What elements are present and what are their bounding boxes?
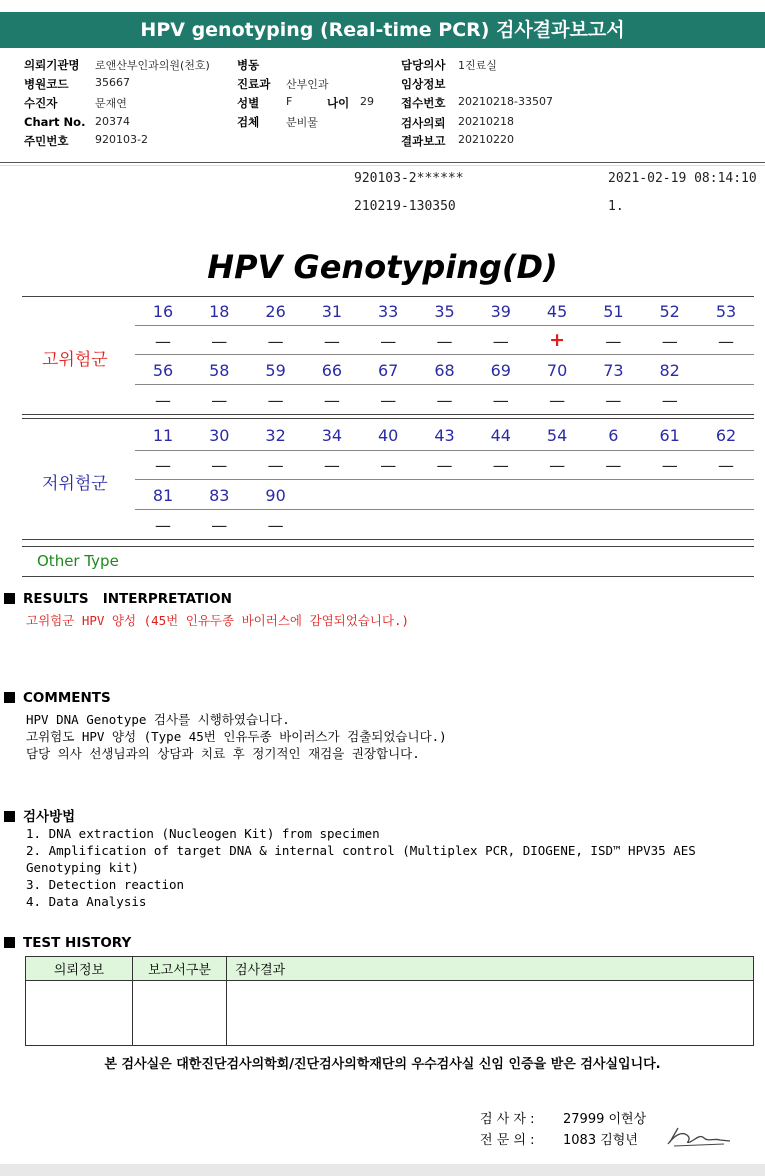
high-risk-type-cell: 33: [378, 302, 399, 321]
divider: [135, 354, 754, 355]
low-risk-result-cell: —: [267, 516, 284, 535]
results-heading: [4, 591, 232, 607]
high-risk-type-cell: 67: [378, 361, 399, 380]
comment-line: HPV DNA Genotype 검사를 시행하였습니다.: [26, 712, 290, 727]
label-hospital-code: 병원코드: [24, 77, 69, 91]
low-risk-type-cell: 90: [265, 486, 286, 505]
high-risk-result-cell: —: [436, 332, 453, 351]
value-receipt-no: 20210218-33507: [458, 95, 553, 108]
divider: [135, 479, 754, 480]
high-risk-result-cell: —: [380, 391, 397, 410]
high-risk-type-cell: 18: [209, 302, 230, 321]
other-type-label: Other Type: [37, 552, 119, 570]
divider: [22, 418, 754, 419]
history-col-report-type: 보고서구분: [133, 957, 227, 981]
results-heading-text: RESULTS INTERPRETATION: [23, 591, 232, 607]
title-bar: [0, 0, 765, 57]
low-risk-result-cell: —: [211, 516, 228, 535]
page-title: HPV Genotyping(D): [207, 248, 558, 286]
meta-sample-no: 210219-130350: [354, 199, 456, 214]
low-risk-result-cell: —: [155, 456, 171, 475]
test-history-table: [25, 956, 754, 1046]
low-risk-result-cell: —: [492, 456, 509, 475]
low-risk-type-cell: 44: [490, 426, 511, 445]
history-col-result: 검사결과: [227, 957, 754, 981]
high-risk-result-cell: —: [323, 391, 340, 410]
value-sex: F: [286, 95, 293, 108]
method-line: 2. Amplification of target DNA & internal control (Multiplex PCR, DIOGENE, ISD™ HPV35 AES: [26, 843, 696, 858]
bullet-square-icon: [4, 937, 15, 948]
low-risk-result-cell: —: [211, 456, 228, 475]
high-risk-result-cell: —: [380, 332, 397, 351]
label-requesting-org: 의뢰기관명: [24, 58, 80, 72]
high-risk-result-cell: —: [155, 332, 171, 351]
method-heading: [4, 805, 75, 825]
label-doctor: 담당의사: [401, 58, 446, 72]
signature-image: [664, 1122, 734, 1150]
high-risk-result-cell: —: [605, 332, 622, 351]
low-risk-type-cell: 62: [715, 426, 737, 445]
high-risk-result-cell: +: [549, 329, 566, 351]
label-age: 나이: [327, 96, 350, 110]
high-risk-result-cell: —: [436, 391, 453, 410]
low-risk-result-cell: —: [718, 456, 734, 475]
high-risk-type-cell: 73: [603, 361, 624, 380]
high-risk-type-cell: 66: [321, 361, 343, 380]
label-clinical-info: 임상정보: [401, 77, 446, 91]
divider: [22, 576, 754, 577]
label-chart-no: Chart No.: [24, 115, 86, 129]
high-risk-result-cell: —: [323, 332, 340, 351]
high-risk-result-cell: —: [661, 332, 678, 351]
high-risk-result-cell: —: [267, 391, 284, 410]
high-risk-result-cell: —: [661, 391, 678, 410]
meta-seq: 1.: [608, 199, 624, 214]
low-risk-type-cell: 32: [265, 426, 286, 445]
comments-heading-text: COMMENTS: [23, 690, 111, 706]
high-risk-type-cell: 45: [546, 302, 568, 321]
high-risk-type-cell: 52: [659, 302, 680, 321]
method-line: Genotyping kit): [26, 860, 139, 875]
divider: [22, 296, 754, 297]
divider: [135, 509, 754, 510]
value-request-date: 20210218: [458, 115, 514, 128]
history-cell: [227, 981, 754, 1046]
history-heading-text: TEST HISTORY: [23, 935, 132, 951]
specialist-label: 전 문 의 :: [480, 1133, 535, 1148]
comment-line: 담당 의사 선생님과의 상담과 치료 후 정기적인 재검을 권장합니다.: [26, 746, 420, 761]
bullet-square-icon: [4, 692, 15, 703]
method-line: 1. DNA extraction (Nucleogen Kit) from specimen: [26, 826, 380, 841]
high-risk-type-cell: 51: [603, 302, 624, 321]
low-risk-type-cell: 11: [152, 426, 174, 445]
label-ward: 병동: [237, 58, 260, 72]
label-receipt-no: 접수번호: [401, 96, 446, 110]
history-cell: [26, 981, 133, 1046]
high-risk-result-cell: —: [492, 332, 509, 351]
high-risk-type-cell: 35: [434, 302, 455, 321]
high-risk-result-cell: —: [718, 332, 734, 351]
value-hospital-code: 35667: [95, 76, 130, 89]
comments-heading: [4, 690, 111, 706]
low-risk-result-cell: —: [605, 456, 622, 475]
meta-datetime: 2021-02-19 08:14:10: [608, 171, 757, 186]
value-department: 산부인과: [286, 78, 329, 91]
low-risk-type-cell: 83: [209, 486, 230, 505]
divider: [135, 384, 754, 385]
low-risk-type-cell: 34: [321, 426, 343, 445]
high-risk-result-cell: —: [211, 332, 228, 351]
label-specimen: 검체: [237, 115, 260, 129]
label-report-date: 결과보고: [401, 134, 446, 148]
high-risk-type-cell: 59: [265, 361, 286, 380]
low-risk-result-cell: —: [436, 456, 453, 475]
high-risk-type-cell: 68: [434, 361, 455, 380]
bottom-bar: [0, 1164, 765, 1176]
history-col-request-info: 의뢰정보: [26, 957, 133, 981]
low-risk-type-cell: 40: [378, 426, 399, 445]
examiner-value: 27999 이현상: [563, 1112, 647, 1127]
low-risk-result-cell: —: [549, 456, 566, 475]
label-resident-no: 주민번호: [24, 134, 69, 148]
divider: [0, 162, 765, 163]
high-risk-type-cell: 26: [265, 302, 286, 321]
value-requesting-org: 로앤산부인과의원(천호): [95, 59, 210, 72]
low-risk-result-cell: —: [380, 456, 397, 475]
divider: [22, 546, 754, 547]
value-resident-no: 920103-2: [95, 133, 148, 146]
high-risk-type-cell: 31: [321, 302, 343, 321]
value-chart-no: 20374: [95, 115, 130, 128]
high-risk-type-cell: 70: [546, 361, 568, 380]
value-report-date: 20210220: [458, 133, 514, 146]
divider: [22, 539, 754, 540]
high-risk-result-cell: —: [267, 332, 284, 351]
certification-footer: 본 검사실은 대한진단검사의학회/진단검사의학재단의 우수검사실 신임 인증을 받은 검사실입니다.: [104, 1057, 661, 1072]
low-risk-type-cell: 61: [659, 426, 680, 445]
low-risk-label: 저위험군: [42, 474, 108, 494]
method-heading-text: 검사방법: [23, 809, 76, 825]
low-risk-result-cell: —: [155, 516, 171, 535]
patient-info: [0, 57, 765, 162]
meta-id: 920103-2******: [354, 171, 464, 186]
low-risk-type-cell: 54: [546, 426, 568, 445]
low-risk-type-cell: 6: [608, 426, 619, 445]
label-department: 진료과: [237, 77, 271, 91]
high-risk-label: 고위험군: [42, 350, 108, 370]
label-sex: 성별: [237, 96, 260, 110]
value-age: 29: [360, 95, 374, 108]
high-risk-type-cell: 58: [209, 361, 230, 380]
high-risk-result-cell: —: [211, 391, 228, 410]
divider: [135, 325, 754, 326]
label-patient: 수진자: [24, 96, 58, 110]
bullet-square-icon: [4, 811, 15, 822]
high-risk-result-cell: —: [549, 391, 566, 410]
high-risk-result-cell: —: [492, 391, 509, 410]
label-request-date: 검사의뢰: [401, 116, 446, 130]
method-line: 4. Data Analysis: [26, 894, 147, 909]
value-doctor: 1진료실: [458, 59, 497, 72]
low-risk-result-cell: —: [323, 456, 340, 475]
high-risk-type-cell: 56: [152, 361, 174, 380]
low-risk-type-cell: 30: [209, 426, 230, 445]
method-line: 3. Detection reaction: [26, 877, 185, 892]
history-heading: [4, 935, 131, 951]
low-risk-result-cell: —: [267, 456, 284, 475]
high-risk-result-cell: —: [155, 391, 171, 410]
report-title-banner: HPV genotyping (Real-time PCR) 검사결과보고서: [0, 12, 765, 48]
high-risk-type-cell: 53: [715, 302, 737, 321]
specialist-value: 1083 김형년: [563, 1133, 638, 1148]
results-text: 고위험군 HPV 양성 (45번 인유두종 바이러스에 감염되었습니다.): [26, 613, 410, 628]
examiner-label: 검 사 자 :: [480, 1112, 535, 1127]
divider: [0, 165, 765, 166]
high-risk-type-cell: 16: [152, 302, 174, 321]
high-risk-type-cell: 69: [490, 361, 511, 380]
low-risk-type-cell: 43: [434, 426, 455, 445]
history-cell: [133, 981, 227, 1046]
value-specimen: 분비물: [286, 116, 318, 129]
bullet-square-icon: [4, 593, 15, 604]
high-risk-type-cell: 82: [659, 361, 680, 380]
divider: [22, 414, 754, 415]
divider: [135, 450, 754, 451]
comment-line: 고위험도 HPV 양성 (Type 45번 인유두종 바이러스가 검출되었습니다.): [26, 729, 447, 744]
high-risk-result-cell: —: [605, 391, 622, 410]
low-risk-result-cell: —: [661, 456, 678, 475]
low-risk-type-cell: 81: [152, 486, 174, 505]
high-risk-type-cell: 39: [490, 302, 511, 321]
value-patient: 문재연: [95, 97, 127, 110]
